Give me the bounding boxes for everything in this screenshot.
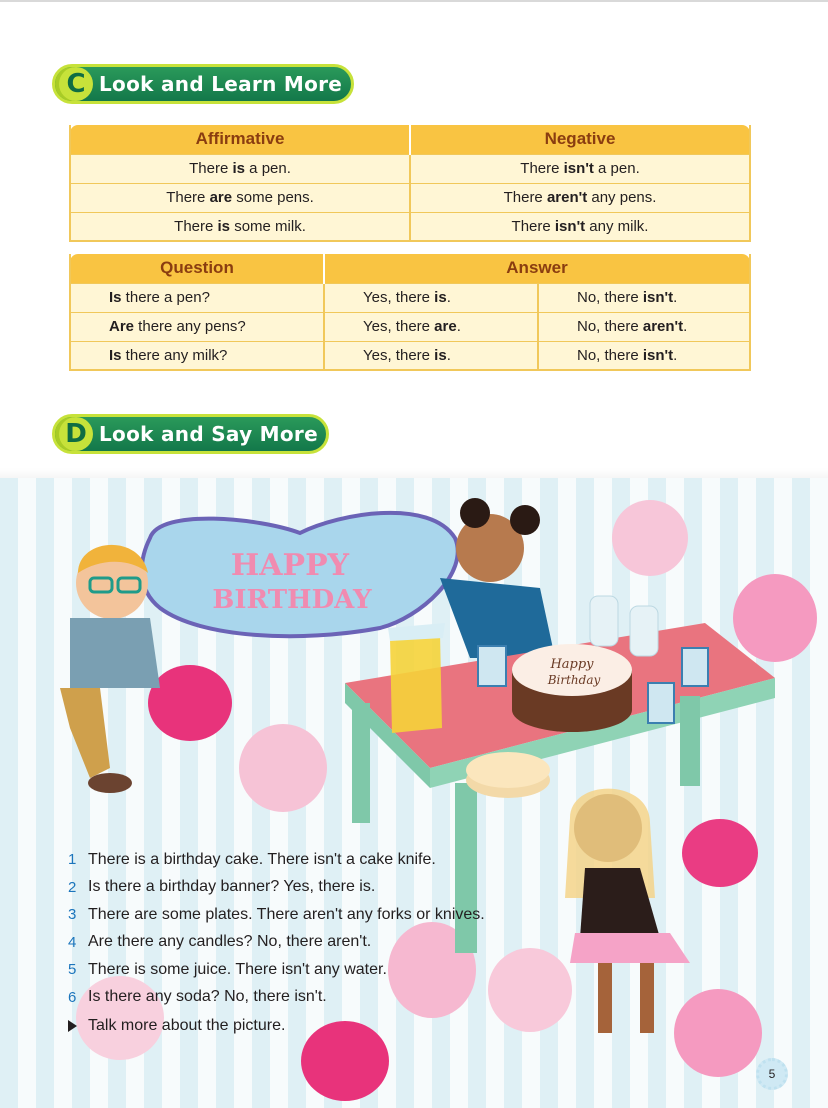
affirmative-header: Affirmative xyxy=(70,125,410,154)
cell-text-bold: are xyxy=(209,189,233,206)
cell-text-bold: isn't xyxy=(554,217,586,235)
cell-text-pre: Yes, there xyxy=(363,289,435,306)
section-c-title: Look and Learn More xyxy=(99,72,343,96)
banner-birthday-text: BIRTHDAY xyxy=(212,585,372,615)
no-answer-cell xyxy=(538,283,750,312)
no-answer-cell xyxy=(538,312,750,341)
cell-text-post: . xyxy=(456,318,461,335)
sentence-number: 4 xyxy=(68,933,77,951)
birthday-banner xyxy=(142,513,458,636)
cell-text-pre: There xyxy=(166,189,210,206)
sentence-text: Are there any candles? No, there aren't. xyxy=(88,933,372,951)
section-c-letter: C xyxy=(59,67,93,101)
sentence-text: There are some plates. There aren't any forks or knives. xyxy=(88,905,485,923)
cell-text-post: a pen. xyxy=(245,160,291,177)
cell-text-bold: is xyxy=(217,217,231,235)
cell-text-bold: isn't xyxy=(642,289,674,306)
table-row xyxy=(70,312,750,341)
sentence-number: 6 xyxy=(68,988,77,1006)
sentence-number: 2 xyxy=(68,878,77,896)
yes-answer-cell xyxy=(324,312,538,341)
sentence-text: There is some juice. There isn't any water. xyxy=(88,960,387,978)
yes-answer-cell xyxy=(324,341,538,370)
cell-text-bold: is xyxy=(232,160,246,177)
cell-text-pre: There xyxy=(174,217,218,235)
cell-text-bold: is xyxy=(434,346,447,364)
cell-text-pre: There xyxy=(189,160,233,177)
cell-text-pre: No, there xyxy=(577,318,643,335)
table-row xyxy=(70,183,750,212)
cell-text-post: . xyxy=(673,289,678,306)
section-d-letter: D xyxy=(59,417,93,451)
cell-text-post: some pens. xyxy=(232,189,314,206)
party-scene-svg xyxy=(0,478,828,1108)
cell-text-bold: aren't xyxy=(642,318,684,335)
affirmative-cell xyxy=(70,212,410,241)
question-cell xyxy=(70,341,324,370)
boy-figure xyxy=(60,545,160,793)
cell-text-bold: isn't xyxy=(642,346,674,364)
cell-text-bold: Are xyxy=(109,318,135,335)
sentence-item xyxy=(68,929,538,957)
section-d-header xyxy=(52,414,329,454)
balloon-pink-right xyxy=(733,574,817,662)
cell-text-pre: No, there xyxy=(577,346,643,364)
cell-text-pre: There xyxy=(511,217,555,235)
cell-text-post: there any milk? xyxy=(121,346,228,364)
juice-pitcher xyxy=(388,623,445,733)
cell-text-pre: There xyxy=(503,189,547,206)
cell-text-post: . xyxy=(673,346,678,364)
cell-text-post: . xyxy=(446,346,451,364)
cell-text-post: any milk. xyxy=(585,217,649,235)
top-rule xyxy=(0,0,828,2)
sentence-item xyxy=(68,956,538,984)
negative-header: Negative xyxy=(410,125,750,154)
affirmative-cell xyxy=(70,154,410,183)
cell-text-pre: Yes, there xyxy=(363,318,435,335)
banner-happy-text: HAPPY xyxy=(230,548,350,583)
girl-figure xyxy=(440,498,555,658)
girl-with-balloon-figure xyxy=(565,789,690,1033)
no-answer-cell xyxy=(538,341,750,370)
affirmative-negative-table xyxy=(69,125,751,242)
cell-text-bold: are xyxy=(434,318,457,335)
sentence-text: Is there a birthday banner? Yes, there is. xyxy=(88,878,376,896)
sentence-text: There is a birthday cake. There isn't a cake knife. xyxy=(88,850,436,868)
affirmative-cell xyxy=(70,183,410,212)
stack-of-plates xyxy=(466,752,550,798)
talk-prompt-text: Talk more about the picture. xyxy=(88,1017,286,1034)
cell-text-pre: Yes, there xyxy=(363,346,435,364)
balloon-pink-br xyxy=(674,989,762,1077)
talk-prompt xyxy=(68,1017,285,1035)
negative-cell xyxy=(410,154,750,183)
sentence-number: 1 xyxy=(68,851,77,869)
cell-text-post: a pen. xyxy=(593,160,640,177)
cell-text-post: . xyxy=(683,318,688,335)
birthday-cake xyxy=(512,644,632,732)
table-row xyxy=(70,283,750,312)
cell-text-bold: Is xyxy=(109,289,122,306)
cell-text-pre: There xyxy=(520,160,564,177)
question-header: Question xyxy=(70,254,324,283)
negative-cell xyxy=(410,212,750,241)
question-answer-table xyxy=(69,254,751,371)
sentence-item xyxy=(68,984,538,1012)
sentence-item xyxy=(68,901,538,929)
table-row xyxy=(70,154,750,183)
balloon-magenta-left xyxy=(148,665,232,741)
sentence-number: 5 xyxy=(68,961,77,979)
party-illustration xyxy=(0,478,828,1108)
question-cell xyxy=(70,283,324,312)
question-cell xyxy=(70,312,324,341)
cell-text-post: some milk. xyxy=(230,217,306,235)
cell-text-bold: Is xyxy=(109,346,122,364)
negative-cell xyxy=(410,183,750,212)
balloon-pink-top xyxy=(612,500,688,576)
cell-text-post: any pens. xyxy=(587,189,657,206)
balloon-magenta-right xyxy=(682,819,758,887)
table-row xyxy=(70,341,750,370)
cake-birthday-text: Birthday xyxy=(547,673,601,687)
balloon-pink-mid xyxy=(239,724,327,812)
cell-text-post: there a pen? xyxy=(121,289,210,306)
cell-text-post: there any pens? xyxy=(134,318,246,335)
cell-text-bold: aren't xyxy=(546,189,588,206)
yes-answer-cell xyxy=(324,283,538,312)
section-d-title: Look and Say More xyxy=(99,422,318,446)
sentence-item xyxy=(68,846,538,874)
cell-text-pre: No, there xyxy=(577,289,643,306)
sentence-number: 3 xyxy=(68,906,77,924)
sentence-list xyxy=(68,846,538,1011)
answer-header: Answer xyxy=(324,254,750,283)
sentence-text: Is there any soda? No, there isn't. xyxy=(88,988,327,1006)
cell-text-bold: is xyxy=(434,289,447,306)
sentence-item xyxy=(68,874,538,902)
table-row xyxy=(70,212,750,241)
page-number: 5 xyxy=(756,1058,788,1090)
cake-happy-text: Happy xyxy=(550,657,594,672)
balloon-magenta-bottom xyxy=(301,1021,389,1101)
cell-text-post: . xyxy=(446,289,451,306)
section-c-header xyxy=(52,64,354,104)
cell-text-bold: isn't xyxy=(563,160,594,177)
triangle-bullet-icon xyxy=(68,1020,77,1032)
